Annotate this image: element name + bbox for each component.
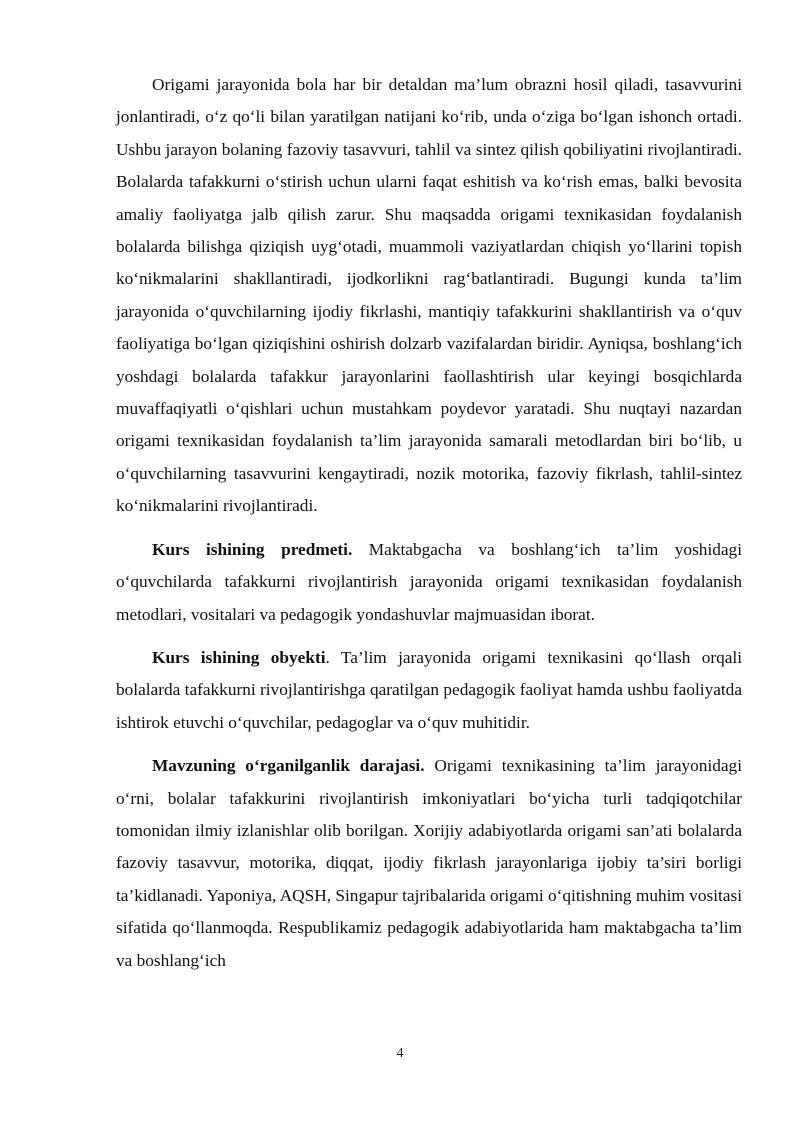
paragraph-object-text: . Ta’lim jarayonida origami texnikasini qo‘llash orqali bolalarda tafakkurni rivojlantirishga qaratilgan pedagogik faoliyat hamda ushbu faoliyatda ishtirok etuvchi o‘quvchilar, pedagoglar va o‘quv muhitidir.	[116, 647, 743, 732]
page-number: 4	[396, 1046, 404, 1061]
paragraph-subject-text: Maktabgacha va boshlang‘ich ta’lim yoshidagi o‘quvchilarda tafakkurni rivojlantirish jarayonida origami texnikasidan foydalanish metodlari, vositalari va pedagogik yondashuvlar majmuasidan iborat.	[116, 539, 742, 624]
paragraph-object-heading: Kurs ishining obyekti	[152, 647, 326, 667]
paragraph-intro	[116, 69, 742, 523]
page-content	[116, 69, 742, 988]
paragraph-subject	[116, 534, 742, 631]
paragraph-study-level-heading: Mavzuning o‘rganilganlik darajasi.	[152, 756, 425, 776]
paragraph-subject-heading: Kurs ishining predmeti.	[152, 539, 353, 559]
paragraph-intro-text: Origami jarayonida bola har bir detaldan ma’lum obrazni hosil qiladi, tasavvurini jonlantiradi, o‘z qo‘li bilan yaratilgan natijani ko‘rib, unda o‘ziga bo‘lgan ishonch ortadi. Ushbu jarayon bolaning fazoviy tasavvuri, tahlil va sintez qilish qobiliyatini rivojlantiradi. Bolalarda tafakkurni o‘stirish uchun ularni faqat eshitish va ko‘rish emas, balki bevosita amaliy faoliyatga jalb qilish zarur. Shu maqsadda origami texnikasidan foydalanish bolalarda bilishga qiziqish uyg‘otadi, muammoli vaziyatlardan chiqish yo‘llarini topish ko‘nikmalarini shakllantiradi, ijodkorlikni rag‘batlantiradi. Bugungi kunda ta’lim jarayonida o‘quvchilarning ijodiy fikrlashi, mantiqiy tafakkurini shakllantirish va o‘quv faoliyatiga bo‘lgan qiziqishini oshirish dolzarb vazifalardan biridir. Ayniqsa, boshlang‘ich yoshdagi bolalarda tafakkur jarayonlarini faollashtirish ular keyingi bosqichlarda muvaffaqiyatli o‘qishlari uchun mustahkam poydevor yaratadi. Shu nuqtayi nazardan origami texnikasidan foydalanish ta’lim jarayonida samarali metodlardan biri bo‘lib, u o‘quvchilarning tasavvurini kengaytiradi, nozik motorika, fazoviy fikrlash, tahlil-sintez ko‘nikmalarini rivojlantiradi.	[116, 75, 742, 516]
paragraph-study-level-text: Origami texnikasining ta’lim jarayonidagi o‘rni, bolalar tafakkurini rivojlantirish imkoniyatlari bo‘yicha turli tadqiqotchilar tomonidan ilmiy izlanishlar olib borilgan. Xorijiy adabiyotlarda origami san’ati bolalarda fazoviy tasavvur, motorika, diqqat, ijodiy fikrlash jarayonlariga ijobiy ta’siri borligi ta’kidlanadi. Yaponiya, AQSH, Singapur tajribalarida origami o‘qitishning muhim vositasi sifatida qo‘llanmoqda. Respublikamiz pedagogik adabiyotlarida ham maktabgacha ta’lim va boshlang‘ich	[116, 756, 742, 970]
paragraph-study-level	[116, 750, 742, 977]
paragraph-object	[116, 642, 742, 739]
